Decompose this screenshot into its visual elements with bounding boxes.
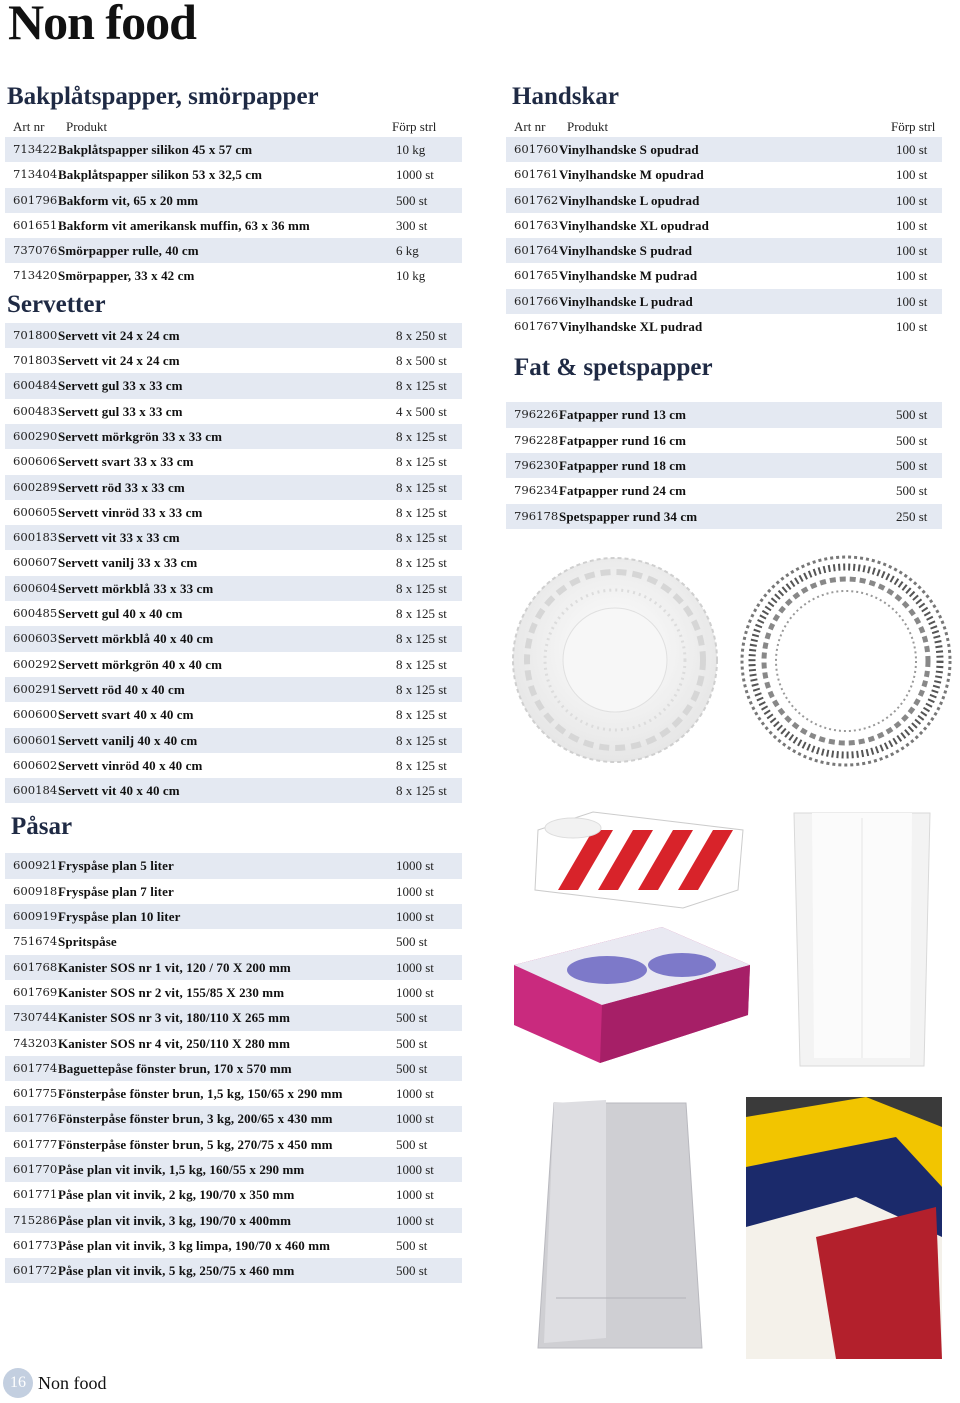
art-nr-cell: 600604 [13,580,58,595]
art-nr-cell: 601766 [514,293,559,308]
section-title-fat-spetspapper: Fat & spetspapper [514,354,713,382]
product-cell: Servett vit 24 x 24 cm [58,327,180,343]
pack-size-cell: 500 st [396,1237,428,1253]
product-cell: Kanister SOS nr 2 vit, 155/85 X 230 mm [58,984,285,1000]
pack-size-cell: 8 x 125 st [396,454,447,470]
pack-size-cell: 8 x 125 st [396,732,447,748]
art-nr-cell: 600601 [13,732,58,747]
table-servetter [5,323,462,804]
product-cell: Servett gul 40 x 40 cm [58,606,183,622]
table-row [5,1005,462,1030]
product-cell: Vinylhandske M opudrad [559,167,704,183]
pack-size-cell: 500 st [896,483,928,499]
art-nr-cell: 601768 [13,959,58,974]
product-cell: Servett vit 40 x 40 cm [58,783,180,799]
product-cell: Fönsterpåse fönster brun, 3 kg, 200/65 x 430 mm [58,1111,333,1127]
art-nr-cell: 796234 [514,483,559,498]
art-nr-cell: 715286 [13,1212,58,1227]
art-nr-cell: 796230 [514,457,559,472]
table-row [5,576,462,601]
art-nr-cell: 600290 [13,428,58,443]
art-nr-cell: 600289 [13,479,58,494]
pack-size-cell: 4 x 500 st [396,403,447,419]
pack-size-cell: 1000 st [396,909,434,925]
product-cell: Spetspapper rund 34 cm [559,508,698,524]
pack-size-cell: 8 x 125 st [396,681,447,697]
pack-size-cell: 100 st [896,192,928,208]
art-nr-cell: 600919 [13,909,58,924]
table-row [506,263,942,288]
table-row [506,137,942,162]
product-cell: Fatpapper rund 24 cm [559,483,687,499]
product-cell: Kanister SOS nr 1 vit, 120 / 70 X 200 mm [58,959,291,975]
section-title-bakplatspapper: Bakplåtspapper, smörpapper [7,83,319,110]
pack-size-cell: 8 x 125 st [396,428,447,444]
paper-bag-short-image [536,1098,704,1358]
product-cell: Vinylhandske L pudrad [559,293,693,309]
art-nr-cell: 600921 [13,858,58,873]
pack-size-cell: 8 x 125 st [396,580,447,596]
pack-size-cell: 1000 st [396,167,434,183]
pack-size-cell: 500 st [396,192,428,208]
art-nr-cell: 600602 [13,757,58,772]
pack-size-cell: 8 x 250 st [396,327,447,343]
product-cell: Påse plan vit invik, 5 kg, 250/75 x 460 mm [58,1263,295,1279]
pack-size-cell: 500 st [896,457,928,473]
product-cell: Påse plan vit invik, 3 kg, 190/70 x 400mm [58,1212,292,1228]
table-row [5,475,462,500]
table-row [5,1182,462,1207]
table-row [5,702,462,727]
pack-size-cell: 500 st [396,1060,428,1076]
pack-size-cell: 1000 st [396,883,434,899]
art-nr-cell: 601773 [13,1237,58,1252]
art-nr-cell: 796178 [514,508,559,523]
section-title-servetter: Servetter [7,290,106,318]
product-cell: Servett gul 33 x 33 cm [58,403,183,419]
product-cell: Servett röd 33 x 33 cm [58,479,185,495]
table-row [506,238,942,263]
pack-size-cell: 250 st [896,508,928,524]
art-nr-cell: 796228 [514,432,559,447]
art-nr-cell: 600605 [13,504,58,519]
product-cell: Fatpapper rund 16 cm [559,432,687,448]
header-forp-strl: Förp strl [392,119,437,134]
table-row [506,213,942,238]
table-row [5,500,462,525]
pack-size-cell: 8 x 500 st [396,353,447,369]
product-cell: Kanister SOS nr 4 vit, 250/110 X 280 mm [58,1035,291,1051]
pack-size-cell: 8 x 125 st [396,555,447,571]
table-row [5,263,462,288]
product-cell: Servett vit 33 x 33 cm [58,530,180,546]
table-row [5,980,462,1005]
glove-box-striped-image [533,810,748,910]
table-row [506,188,942,213]
pack-size-cell: 1000 st [396,1212,434,1228]
table-row [5,955,462,980]
art-nr-cell: 601775 [13,1086,58,1101]
table-row [5,904,462,929]
footer-label: Non food [38,1373,107,1393]
paper-bag-tall-image [792,808,932,1070]
left-column [5,80,462,1283]
pack-size-cell: 500 st [896,407,928,423]
product-cell: Vinylhandske M pudrad [559,268,698,284]
product-cell: Vinylhandske XL pudrad [559,319,703,335]
art-nr-cell: 751674 [13,934,58,949]
header-forp-strl: Förp strl [891,119,936,134]
product-cell: Servett vinröd 40 x 40 cm [58,757,203,773]
product-cell: Vinylhandske L opudrad [559,192,700,208]
pack-size-cell: 100 st [896,142,928,157]
product-cell: Spritspåse [58,934,117,950]
table-row [5,626,462,651]
pack-size-cell: 100 st [896,167,928,183]
table-row [506,504,942,529]
product-cell: Servett mörkblå 33 x 33 cm [58,580,214,596]
table-row [5,213,462,238]
table-row [5,1106,462,1131]
pack-size-cell: 1000 st [396,984,434,1000]
art-nr-cell: 601771 [13,1187,58,1202]
table-row [5,188,462,213]
product-cell: Bakplåtspapper silikon 53 x 32,5 cm [58,167,263,183]
product-cell: Vinylhandske XL opudrad [559,217,709,233]
pack-size-cell: 1000 st [396,1111,434,1127]
product-cell: Servett vanilj 40 x 40 cm [58,732,198,748]
art-nr-cell: 730744 [13,1010,58,1025]
table-row [5,601,462,626]
column-headers-right [506,114,942,137]
art-nr-cell: 600292 [13,656,58,671]
pack-size-cell: 100 st [896,217,928,233]
pack-size-cell: 8 x 125 st [396,479,447,495]
table-row [5,677,462,702]
product-cell: Servett mörkgrön 40 x 40 cm [58,656,223,672]
right-column [506,80,942,529]
art-nr-cell: 600485 [13,606,58,621]
art-nr-cell: 601767 [514,319,559,334]
section-title-handskar: Handskar [512,83,619,110]
section-title-pasar: Påsar [11,813,73,841]
product-cell: Vinylhandske S opudrad [559,142,699,157]
product-cell: Servett svart 33 x 33 cm [58,454,194,470]
product-cell: Fryspåse plan 10 liter [58,909,181,925]
product-cell: Fryspåse plan 5 liter [58,858,174,874]
product-cell: Vinylhandske S pudrad [559,243,693,259]
pack-size-cell: 8 x 125 st [396,707,447,723]
glove-box-purple-image [512,925,752,1065]
art-nr-cell: 600606 [13,454,58,469]
product-cell: Smörpapper, 33 x 42 cm [58,268,195,284]
product-cell: Smörpapper rulle, 40 cm [58,243,199,259]
art-nr-cell: 600607 [13,555,58,570]
table-row [5,728,462,753]
product-cell: Servett mörkgrön 33 x 33 cm [58,428,223,444]
art-nr-cell: 601776 [13,1111,58,1126]
art-nr-cell: 713404 [13,167,58,182]
art-nr-cell: 600918 [13,883,58,898]
table-pasar [5,853,462,1283]
art-nr-cell: 601762 [514,192,559,207]
pack-size-cell: 8 x 125 st [396,530,447,546]
pack-size-cell: 10 kg [396,268,426,284]
art-nr-cell: 601760 [514,142,559,156]
table-row [5,137,462,162]
pack-size-cell: 300 st [396,217,428,233]
table-row [5,525,462,550]
product-cell: Servett röd 40 x 40 cm [58,681,185,697]
table-row [5,424,462,449]
product-cell: Fryspåse plan 7 liter [58,883,174,899]
art-nr-cell: 701803 [13,353,58,368]
table-row [5,373,462,398]
art-nr-cell: 601763 [514,217,559,232]
art-nr-cell: 601769 [13,984,58,999]
art-nr-cell: 600184 [13,783,58,798]
napkins-image [746,1097,942,1359]
art-nr-cell: 713420 [13,268,58,283]
art-nr-cell: 601764 [514,243,559,258]
product-cell: Servett gul 33 x 33 cm [58,378,183,394]
pack-size-cell: 100 st [896,243,928,259]
table-row [5,1208,462,1233]
table-row [5,853,462,878]
product-cell: Servett mörkblå 40 x 40 cm [58,631,214,647]
art-nr-cell: 600484 [13,378,58,393]
pack-size-cell: 1000 st [396,959,434,975]
table-row [5,348,462,373]
pack-size-cell: 100 st [896,268,928,284]
pack-size-cell: 500 st [396,1263,428,1279]
pack-size-cell: 1000 st [396,1086,434,1102]
pack-size-cell: 8 x 125 st [396,631,447,647]
page-number-badge: 16 [3,1368,33,1398]
product-cell: Bakform vit, 65 x 20 mm [58,192,199,208]
art-nr-cell: 600600 [13,707,58,722]
pack-size-cell: 6 kg [396,243,419,259]
table-row [5,778,462,803]
product-cell: Fatpapper rund 13 cm [559,407,687,423]
product-cell: Fönsterpåse fönster brun, 5 kg, 270/75 x 450 mm [58,1136,333,1152]
art-nr-cell: 713422 [13,142,58,156]
art-nr-cell: 601796 [13,192,58,207]
art-nr-cell: 600483 [13,403,58,418]
table-row [506,162,942,187]
art-nr-cell: 601651 [13,217,58,232]
pack-size-cell: 500 st [396,1010,428,1026]
table-bakplatspapper [5,137,462,289]
art-nr-cell: 601765 [514,268,559,283]
table-row [5,1056,462,1081]
art-nr-cell: 600291 [13,681,58,696]
pack-size-cell: 100 st [896,319,928,335]
table-row [5,1157,462,1182]
header-art-nr: Art nr [13,119,45,134]
product-cell: Baguettepåse fönster brun, 170 x 570 mm [58,1060,292,1076]
pack-size-cell: 1000 st [396,858,434,874]
product-cell: Servett vanilj 33 x 33 cm [58,555,198,571]
table-row [5,929,462,954]
product-cell: Fatpapper rund 18 cm [559,457,687,473]
pack-size-cell: 500 st [396,1035,428,1051]
pack-size-cell: 1000 st [396,1161,434,1177]
product-cell: Servett vit 24 x 24 cm [58,353,180,369]
pack-size-cell: 8 x 125 st [396,606,447,622]
product-cell: Servett svart 40 x 40 cm [58,707,194,723]
product-cell: Servett vinröd 33 x 33 cm [58,504,203,520]
table-row [5,1132,462,1157]
product-cell: Påse plan vit invik, 3 kg limpa, 190/70 x 460 mm [58,1237,331,1253]
table-row [5,879,462,904]
pack-size-cell: 8 x 125 st [396,378,447,394]
table-row [5,753,462,778]
table-handskar [506,137,942,339]
table-row [5,1031,462,1056]
pack-size-cell: 500 st [396,934,428,950]
table-row [506,478,942,503]
table-row [5,399,462,424]
page-title: Non food [8,0,196,50]
pack-size-cell: 8 x 125 st [396,504,447,520]
product-cell: Bakform vit amerikansk muffin, 63 x 36 mm [58,217,310,233]
table-row [506,314,942,339]
pack-size-cell: 1000 st [396,1187,434,1203]
product-cell: Kanister SOS nr 3 vit, 180/110 X 265 mm [58,1010,291,1026]
table-row [506,289,942,314]
art-nr-cell: 601774 [13,1060,58,1075]
table-row [5,449,462,474]
table-row [5,1233,462,1258]
pack-size-cell: 500 st [396,1136,428,1152]
product-cell: Påse plan vit invik, 2 kg, 190/70 x 350 mm [58,1187,295,1203]
art-nr-cell: 796226 [514,407,559,422]
header-produkt: Produkt [567,119,609,134]
table-row [5,323,462,348]
art-nr-cell: 601761 [514,167,559,182]
header-produkt: Produkt [66,119,108,134]
pack-size-cell: 10 kg [396,142,426,157]
product-cell: Bakplåtspapper silikon 45 x 57 cm [58,142,253,157]
art-nr-cell: 601770 [13,1161,58,1176]
table-row [5,1081,462,1106]
doily-solid-image [510,555,720,765]
doily-lace-image [740,555,952,767]
header-art-nr: Art nr [514,119,546,134]
art-nr-cell: 601772 [13,1263,58,1278]
table-fat-spetspapper [506,402,942,528]
table-row [5,550,462,575]
pack-size-cell: 8 x 125 st [396,783,447,799]
art-nr-cell: 600183 [13,530,58,545]
table-row [5,1258,462,1283]
column-headers [5,114,462,137]
pack-size-cell: 500 st [896,432,928,448]
pack-size-cell: 8 x 125 st [396,757,447,773]
table-row [506,428,942,453]
table-row [5,238,462,263]
pack-size-cell: 8 x 125 st [396,656,447,672]
product-cell: Påse plan vit invik, 1,5 kg, 160/55 x 290 mm [58,1161,305,1177]
art-nr-cell: 600603 [13,631,58,646]
art-nr-cell: 737076 [13,243,58,258]
table-row [5,652,462,677]
table-row [506,453,942,478]
art-nr-cell: 701800 [13,327,58,342]
table-row [506,402,942,427]
table-row [5,162,462,187]
art-nr-cell: 601777 [13,1136,58,1151]
pack-size-cell: 100 st [896,293,928,309]
product-cell: Fönsterpåse fönster brun, 1,5 kg, 150/65 x 290 mm [58,1086,343,1102]
art-nr-cell: 743203 [13,1035,58,1050]
